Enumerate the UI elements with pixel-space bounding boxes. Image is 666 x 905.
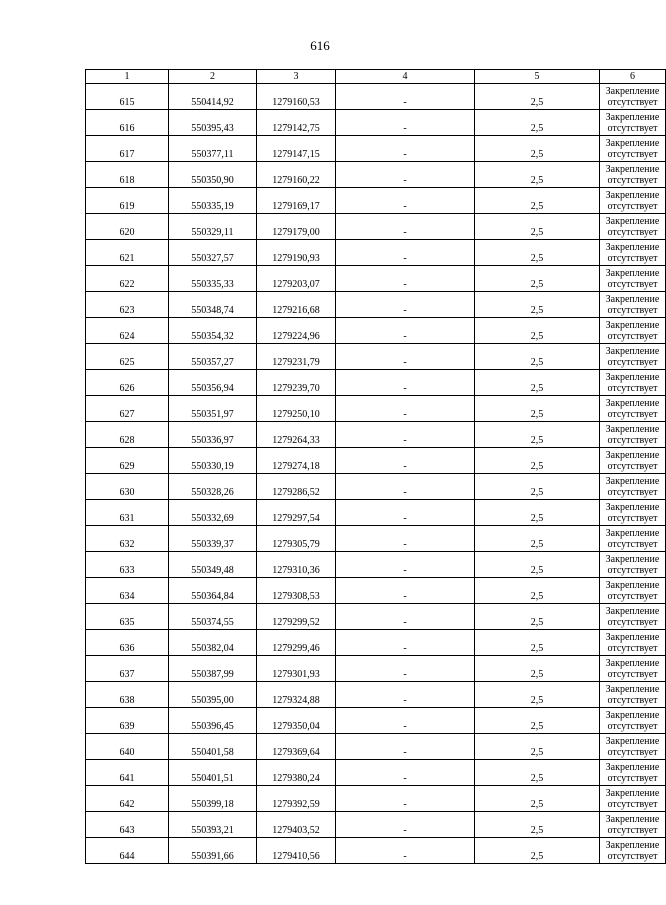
column-5-cell: 2,5 [475,370,600,396]
column-header: 1 [86,70,169,84]
x-coordinate-cell: 550330,19 [169,448,257,474]
x-coordinate-cell: 550374,55 [169,604,257,630]
y-coordinate-cell: 1279224,96 [257,318,336,344]
y-coordinate-cell: 1279324,88 [257,682,336,708]
y-coordinate-cell: 1279239,70 [257,370,336,396]
note-cell: Закрепление отсутствует [600,578,666,604]
column-4-cell: - [336,188,475,214]
column-4-cell: - [336,474,475,500]
note-cell: Закрепление отсутствует [600,188,666,214]
y-coordinate-cell: 1279169,17 [257,188,336,214]
note-cell: Закрепление отсутствует [600,526,666,552]
column-4-cell: - [336,344,475,370]
note-cell: Закрепление отсутствует [600,136,666,162]
column-4-cell: - [336,214,475,240]
table-row [86,162,666,188]
table-row [86,188,666,214]
x-coordinate-cell: 550395,43 [169,110,257,136]
column-header: 5 [475,70,600,84]
table-row [86,318,666,344]
y-coordinate-cell: 1279392,59 [257,786,336,812]
x-coordinate-cell: 550393,21 [169,812,257,838]
x-coordinate-cell: 550401,51 [169,760,257,786]
note-cell: Закрепление отсутствует [600,84,666,110]
table-header [86,70,666,84]
table-row [86,734,666,760]
note-cell: Закрепление отсутствует [600,370,666,396]
point-number-cell: 618 [86,162,169,188]
column-4-cell: - [336,396,475,422]
column-5-cell: 2,5 [475,318,600,344]
column-4-cell: - [336,500,475,526]
column-5-cell: 2,5 [475,630,600,656]
column-4-cell: - [336,552,475,578]
table-row [86,84,666,110]
column-5-cell: 2,5 [475,136,600,162]
note-cell: Закрепление отсутствует [600,656,666,682]
table-row [86,500,666,526]
point-number-cell: 641 [86,760,169,786]
point-number-cell: 636 [86,630,169,656]
note-cell: Закрепление отсутствует [600,682,666,708]
x-coordinate-cell: 550399,18 [169,786,257,812]
y-coordinate-cell: 1279142,75 [257,110,336,136]
point-number-cell: 640 [86,734,169,760]
note-cell: Закрепление отсутствует [600,396,666,422]
table-row [86,786,666,812]
column-5-cell: 2,5 [475,188,600,214]
column-header: 4 [336,70,475,84]
point-number-cell: 615 [86,84,169,110]
note-cell: Закрепление отсутствует [600,500,666,526]
note-cell: Закрепление отсутствует [600,448,666,474]
column-5-cell: 2,5 [475,682,600,708]
column-5-cell: 2,5 [475,604,600,630]
table-row [86,422,666,448]
y-coordinate-cell: 1279403,52 [257,812,336,838]
x-coordinate-cell: 550351,97 [169,396,257,422]
column-4-cell: - [336,318,475,344]
column-5-cell: 2,5 [475,786,600,812]
table-row [86,240,666,266]
table-row [86,292,666,318]
point-number-cell: 617 [86,136,169,162]
header-row [86,70,666,84]
note-cell: Закрепление отсутствует [600,786,666,812]
point-number-cell: 624 [86,318,169,344]
y-coordinate-cell: 1279274,18 [257,448,336,474]
column-header: 2 [169,70,257,84]
y-coordinate-cell: 1279231,79 [257,344,336,370]
column-5-cell: 2,5 [475,578,600,604]
note-cell: Закрепление отсутствует [600,734,666,760]
table-body [86,84,666,864]
point-number-cell: 623 [86,292,169,318]
x-coordinate-cell: 550357,27 [169,344,257,370]
column-5-cell: 2,5 [475,500,600,526]
column-5-cell: 2,5 [475,760,600,786]
column-4-cell: - [336,786,475,812]
table-row [86,344,666,370]
point-number-cell: 629 [86,448,169,474]
point-number-cell: 620 [86,214,169,240]
column-5-cell: 2,5 [475,448,600,474]
x-coordinate-cell: 550382,04 [169,630,257,656]
x-coordinate-cell: 550387,99 [169,656,257,682]
column-4-cell: - [336,422,475,448]
table-row [86,448,666,474]
table-row [86,838,666,864]
y-coordinate-cell: 1279160,22 [257,162,336,188]
y-coordinate-cell: 1279369,64 [257,734,336,760]
table-row [86,526,666,552]
column-5-cell: 2,5 [475,110,600,136]
column-4-cell: - [336,604,475,630]
column-4-cell: - [336,760,475,786]
y-coordinate-cell: 1279264,33 [257,422,336,448]
table-row [86,552,666,578]
point-number-cell: 628 [86,422,169,448]
y-coordinate-cell: 1279203,07 [257,266,336,292]
x-coordinate-cell: 550356,94 [169,370,257,396]
table-row [86,214,666,240]
note-cell: Закрепление отсутствует [600,630,666,656]
y-coordinate-cell: 1279380,24 [257,760,336,786]
point-number-cell: 616 [86,110,169,136]
table-row [86,656,666,682]
x-coordinate-cell: 550339,37 [169,526,257,552]
column-4-cell: - [336,448,475,474]
column-4-cell: - [336,734,475,760]
table-row [86,682,666,708]
table-row [86,110,666,136]
column-4-cell: - [336,838,475,864]
column-5-cell: 2,5 [475,162,600,188]
x-coordinate-cell: 550396,45 [169,708,257,734]
column-5-cell: 2,5 [475,344,600,370]
point-number-cell: 621 [86,240,169,266]
y-coordinate-cell: 1279179,00 [257,214,336,240]
column-5-cell: 2,5 [475,734,600,760]
table-row [86,630,666,656]
note-cell: Закрепление отсутствует [600,162,666,188]
column-4-cell: - [336,578,475,604]
x-coordinate-cell: 550349,48 [169,552,257,578]
x-coordinate-cell: 550329,11 [169,214,257,240]
column-4-cell: - [336,110,475,136]
table-row [86,396,666,422]
y-coordinate-cell: 1279190,93 [257,240,336,266]
x-coordinate-cell: 550348,74 [169,292,257,318]
note-cell: Закрепление отсутствует [600,292,666,318]
column-4-cell: - [336,630,475,656]
table-row [86,760,666,786]
column-5-cell: 2,5 [475,812,600,838]
note-cell: Закрепление отсутствует [600,474,666,500]
column-4-cell: - [336,240,475,266]
table-row [86,266,666,292]
point-number-cell: 642 [86,786,169,812]
column-5-cell: 2,5 [475,292,600,318]
column-5-cell: 2,5 [475,526,600,552]
point-number-cell: 622 [86,266,169,292]
y-coordinate-cell: 1279286,52 [257,474,336,500]
point-number-cell: 639 [86,708,169,734]
x-coordinate-cell: 550414,92 [169,84,257,110]
note-cell: Закрепление отсутствует [600,760,666,786]
column-5-cell: 2,5 [475,396,600,422]
note-cell: Закрепление отсутствует [600,344,666,370]
note-cell: Закрепление отсутствует [600,240,666,266]
y-coordinate-cell: 1279305,79 [257,526,336,552]
note-cell: Закрепление отсутствует [600,838,666,864]
x-coordinate-cell: 550364,84 [169,578,257,604]
note-cell: Закрепление отсутствует [600,214,666,240]
point-number-cell: 644 [86,838,169,864]
column-4-cell: - [336,162,475,188]
point-number-cell: 619 [86,188,169,214]
x-coordinate-cell: 550335,33 [169,266,257,292]
column-4-cell: - [336,370,475,396]
table-row [86,708,666,734]
point-number-cell: 637 [86,656,169,682]
y-coordinate-cell: 1279160,53 [257,84,336,110]
column-4-cell: - [336,266,475,292]
column-4-cell: - [336,136,475,162]
column-header: 6 [600,70,666,84]
point-number-cell: 643 [86,812,169,838]
note-cell: Закрепление отсутствует [600,708,666,734]
column-5-cell: 2,5 [475,838,600,864]
note-cell: Закрепление отсутствует [600,266,666,292]
x-coordinate-cell: 550335,19 [169,188,257,214]
point-number-cell: 625 [86,344,169,370]
point-number-cell: 631 [86,500,169,526]
column-5-cell: 2,5 [475,474,600,500]
point-number-cell: 632 [86,526,169,552]
point-number-cell: 627 [86,396,169,422]
x-coordinate-cell: 550332,69 [169,500,257,526]
point-number-cell: 638 [86,682,169,708]
x-coordinate-cell: 550328,26 [169,474,257,500]
y-coordinate-cell: 1279147,15 [257,136,336,162]
column-4-cell: - [336,84,475,110]
point-number-cell: 634 [86,578,169,604]
table-row [86,370,666,396]
x-coordinate-cell: 550350,90 [169,162,257,188]
note-cell: Закрепление отсутствует [600,422,666,448]
note-cell: Закрепление отсутствует [600,110,666,136]
column-4-cell: - [336,656,475,682]
column-4-cell: - [336,682,475,708]
x-coordinate-cell: 550391,66 [169,838,257,864]
note-cell: Закрепление отсутствует [600,604,666,630]
x-coordinate-cell: 550401,58 [169,734,257,760]
page-number: 616 [310,38,330,53]
y-coordinate-cell: 1279301,93 [257,656,336,682]
point-number-cell: 630 [86,474,169,500]
table-row [86,578,666,604]
y-coordinate-cell: 1279350,04 [257,708,336,734]
column-4-cell: - [336,292,475,318]
column-5-cell: 2,5 [475,656,600,682]
x-coordinate-cell: 550354,32 [169,318,257,344]
y-coordinate-cell: 1279308,53 [257,578,336,604]
x-coordinate-cell: 550336,97 [169,422,257,448]
note-cell: Закрепление отсутствует [600,552,666,578]
y-coordinate-cell: 1279216,68 [257,292,336,318]
table-row [86,812,666,838]
y-coordinate-cell: 1279299,52 [257,604,336,630]
note-cell: Закрепление отсутствует [600,812,666,838]
y-coordinate-cell: 1279250,10 [257,396,336,422]
y-coordinate-cell: 1279310,36 [257,552,336,578]
x-coordinate-cell: 550377,11 [169,136,257,162]
point-number-cell: 633 [86,552,169,578]
note-cell: Закрепление отсутствует [600,318,666,344]
column-5-cell: 2,5 [475,240,600,266]
column-4-cell: - [336,526,475,552]
x-coordinate-cell: 550395,00 [169,682,257,708]
y-coordinate-cell: 1279410,56 [257,838,336,864]
column-5-cell: 2,5 [475,708,600,734]
coordinates-table [85,69,666,864]
column-4-cell: - [336,708,475,734]
column-5-cell: 2,5 [475,214,600,240]
column-4-cell: - [336,812,475,838]
table-row [86,604,666,630]
point-number-cell: 626 [86,370,169,396]
column-5-cell: 2,5 [475,84,600,110]
x-coordinate-cell: 550327,57 [169,240,257,266]
table-row [86,474,666,500]
point-number-cell: 635 [86,604,169,630]
table-row [86,136,666,162]
column-5-cell: 2,5 [475,266,600,292]
column-5-cell: 2,5 [475,422,600,448]
y-coordinate-cell: 1279297,54 [257,500,336,526]
column-header: 3 [257,70,336,84]
column-5-cell: 2,5 [475,552,600,578]
y-coordinate-cell: 1279299,46 [257,630,336,656]
